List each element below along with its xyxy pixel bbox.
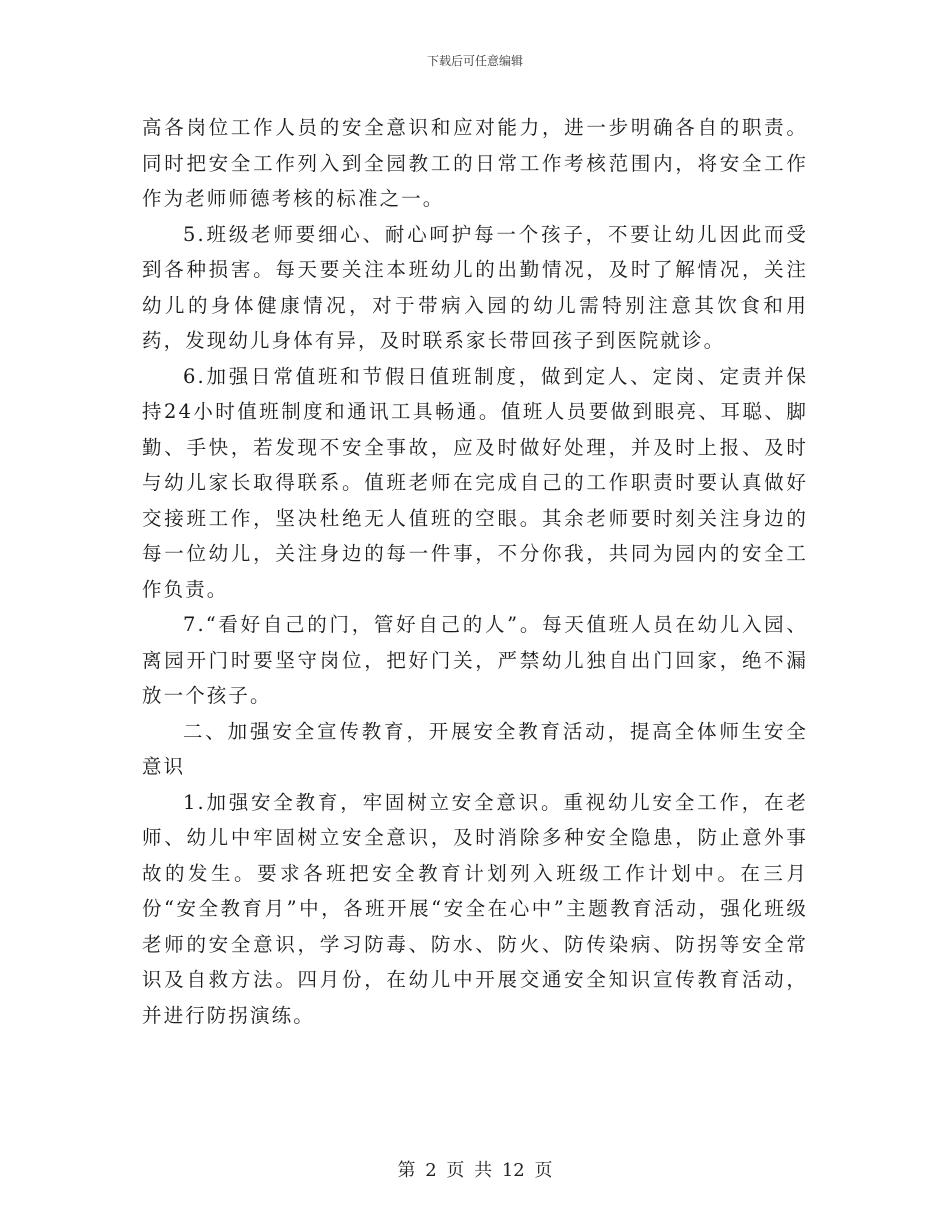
paragraph-item-6: 6.加强日常值班和节假日值班制度，做到定人、定岗、定责并保持24小时值班制度和通讯工具畅通。值班人员要做到眼亮、耳聪、脚勤、手快，若发现不安全事故，应及时做好处理，并及时上报、及时与幼儿家长取得联系。值班老师在完成自己的工作职责时要认真做好交接班工作，坚决杜绝无人值班的空眼。其余老师要时刻关注身边的每一位幼儿，关注身边的每一件事，不分你我，共同为园内的安全工作负责。 xyxy=(142,364,808,601)
paragraph-continuation: 高各岗位工作人员的安全意识和应对能力，进一步明确各自的职责。同时把安全工作列入到全园教工的日常工作考核范围内，将安全工作作为老师师德考核的标准之一。 xyxy=(142,116,808,210)
paragraph-section2-item-1: 1.加强安全教育，牢固树立安全意识。重视幼儿安全工作，在老师、幼儿中牢固树立安全意识，及时消除多种安全隐患，防止意外事故的发生。要求各班把安全教育计划列入班级工作计划中。在三月份“安全教育月”中，各班开展“安全在心中”主题教育活动，强化班级老师的安全意识，学习防毒、防水、防火、防传染病、防拐等安全常识及自救方法。四月份，在幼儿中开展交通安全知识宣传教育活动，并进行防拐演练。 xyxy=(142,790,808,1027)
paragraph-item-5: 5.班级老师要细心、耐心呵护每一个孩子，不要让幼儿因此而受到各种损害。每天要关注本班幼儿的出勤情况，及时了解情况，关注幼儿的身体健康情况，对于带病入园的幼儿需特别注意其饮食和用药，发现幼儿身体有异，及时联系家长带回孩子到医院就诊。 xyxy=(142,222,808,352)
document-body xyxy=(142,110,808,1033)
page-number-footer: 第 2 页 共 12 页 xyxy=(397,1160,553,1181)
section-heading-2: 二、加强安全宣传教育，开展安全教育活动，提高全体师生安全意识 xyxy=(142,719,808,778)
paragraph-item-7: 7.“看好自己的门，管好自己的人”。每天值班人员在幼儿入园、离园开门时要坚守岗位，把好门关，严禁幼儿独自出门回家，绝不漏放一个孩子。 xyxy=(142,613,808,707)
page-header: 下载后可任意编辑 xyxy=(426,54,523,68)
